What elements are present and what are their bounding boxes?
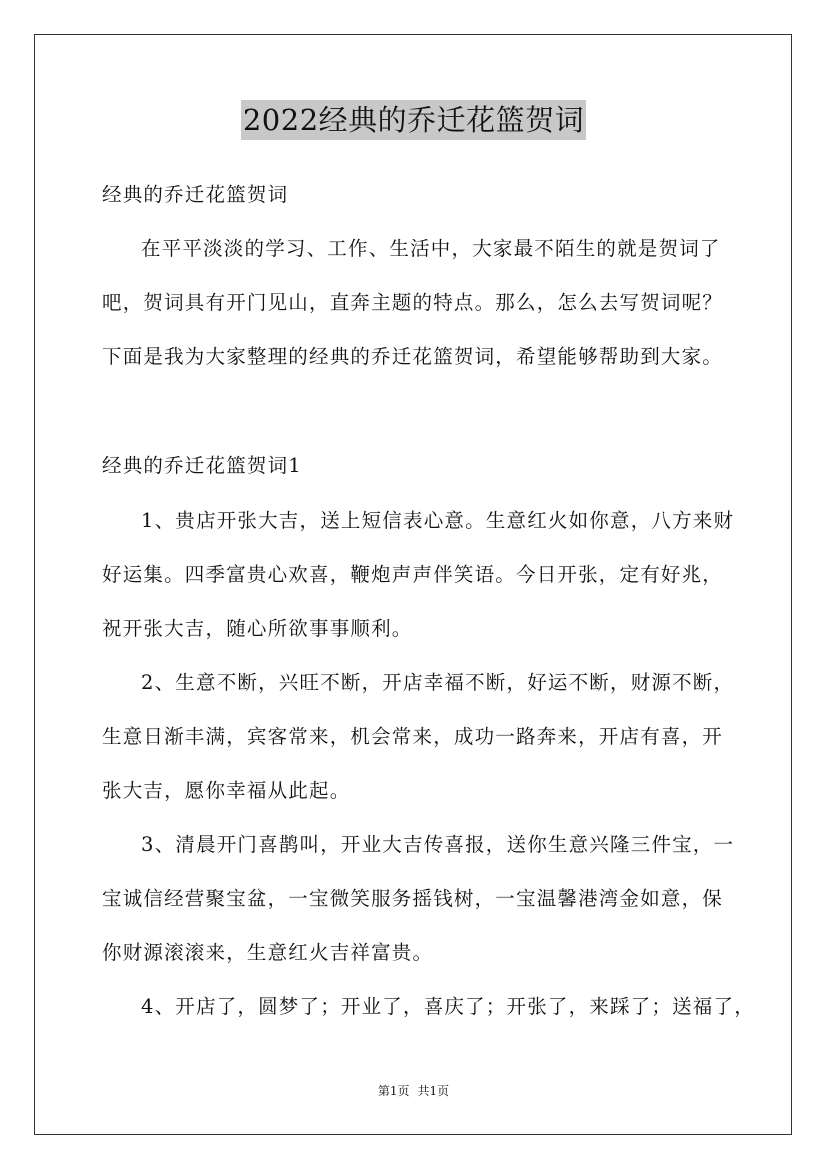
- page-number: 第1页: [377, 1084, 410, 1098]
- item-3-line: 宝诚信经营聚宝盆，一宝微笑服务摇钱树，一宝温馨港湾金如意，保: [102, 887, 724, 910]
- item-2-line: 2、生意不断，兴旺不断，开店幸福不断，好运不断，财源不断，: [141, 671, 735, 694]
- document-subtitle: 经典的乔迁花篮贺词: [102, 183, 289, 206]
- intro-line: 在平平淡淡的学习、工作、生活中，大家最不陌生的就是贺词了: [141, 237, 721, 260]
- intro-line: 下面是我为大家整理的经典的乔迁花篮贺词，希望能够帮助到大家。: [102, 345, 724, 368]
- page-total: 共1页: [417, 1084, 450, 1098]
- document-title: 2022经典的乔迁花篮贺词: [241, 100, 586, 140]
- section-heading: 经典的乔迁花篮贺词1: [102, 454, 302, 477]
- item-1-line: 祝开张大吉，随心所欲事事顺利。: [102, 617, 413, 640]
- item-3-line: 你财源滚滚来，生意红火吉祥富贵。: [102, 941, 434, 964]
- page-footer: [0, 1083, 827, 1099]
- document-title-container: [0, 100, 827, 140]
- item-2-line: 生意日渐丰满，宾客常来，机会常来，成功一路奔来，开店有喜，开: [102, 725, 724, 748]
- item-1-line: 好运集。四季富贵心欢喜，鞭炮声声伴笑语。今日开张，定有好兆，: [102, 563, 724, 586]
- intro-line: 吧，贺词具有开门见山，直奔主题的特点。那么，怎么去写贺词呢？: [102, 291, 724, 314]
- item-4-line: 4、开店了，圆梦了；开业了，喜庆了；开张了，来踩了；送福了，: [141, 995, 755, 1018]
- item-3-line: 3、清晨开门喜鹊叫，开业大吉传喜报，送你生意兴隆三件宝，一: [141, 833, 735, 856]
- item-2-line: 张大吉，愿你幸福从此起。: [102, 779, 351, 802]
- item-1-line: 1、贵店开张大吉，送上短信表心意。生意红火如你意，八方来财: [141, 509, 735, 532]
